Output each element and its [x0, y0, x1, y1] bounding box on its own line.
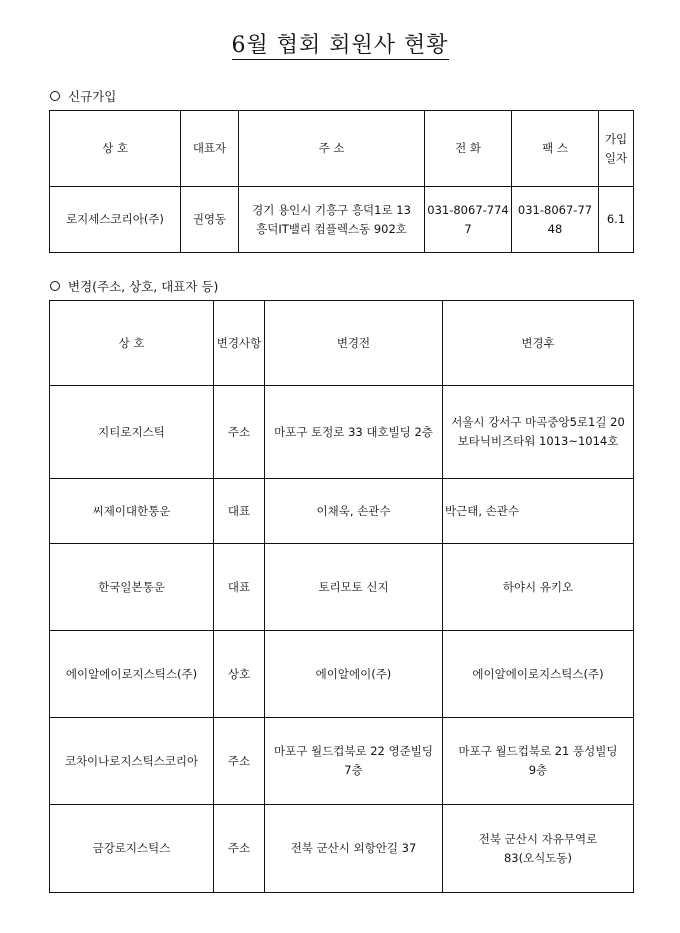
- header-cell: 전 화: [425, 111, 512, 187]
- table-row: [50, 479, 634, 544]
- table-cell: 지티로지스틱: [50, 386, 214, 479]
- section-changes: [50, 277, 218, 295]
- table-cell: 박근태, 손관수: [443, 479, 634, 544]
- table-cell: 금강로지스틱스: [50, 805, 214, 893]
- header-cell: 변경전: [265, 301, 443, 386]
- table-cell: 이채욱, 손관수: [265, 479, 443, 544]
- table-cell: 대표: [214, 479, 265, 544]
- section-heading: 변경(주소, 상호, 대표자 등): [68, 279, 219, 294]
- header-cell: 가입 일자: [599, 111, 634, 187]
- table-cell: 서울시 강서구 마곡중앙5로1길 20 보타닉비즈타워 1013~1014호: [443, 386, 634, 479]
- header-cell: 대표자: [181, 111, 239, 187]
- table-cell: 한국일본통운: [50, 544, 214, 631]
- header-cell: 상 호: [50, 111, 181, 187]
- circle-bullet-icon: [50, 91, 60, 101]
- table-row: [50, 544, 634, 631]
- table-cell: 주소: [214, 718, 265, 805]
- table-cell: 하야시 유키오: [443, 544, 634, 631]
- table-cell: 대표: [214, 544, 265, 631]
- table-row: [50, 631, 634, 718]
- table-header-row: [50, 111, 634, 187]
- table-cell: 031-8067-774 7: [425, 187, 512, 253]
- table-cell: 마포구 토정로 33 대호빌딩 2층: [265, 386, 443, 479]
- table-cell: 로지세스코리아(주): [50, 187, 181, 253]
- table-cell: 에이알에이로지스틱스(주): [50, 631, 214, 718]
- table-cell: 코차이나로지스틱스코리아: [50, 718, 214, 805]
- table-cell: 전북 군산시 외항안길 37: [265, 805, 443, 893]
- table-cell: 에이알에이(주): [265, 631, 443, 718]
- table-cell: 씨제이대한통운: [50, 479, 214, 544]
- header-cell: 변경후: [443, 301, 634, 386]
- section-new-members: [50, 87, 116, 105]
- table-cell: 에이알에이로지스틱스(주): [443, 631, 634, 718]
- table-cell: 031-8067-77 48: [512, 187, 599, 253]
- header-cell: 변경사항: [214, 301, 265, 386]
- header-cell: 주 소: [239, 111, 425, 187]
- table-cell: 주소: [214, 386, 265, 479]
- new-members-table: [49, 110, 634, 253]
- table-cell: 경기 용인시 기흥구 흥덕1로 13 흥덕IT밸리 컴플렉스동 902호: [239, 187, 425, 253]
- table-row: [50, 386, 634, 479]
- table-cell: 권영동: [181, 187, 239, 253]
- table-row: [50, 187, 634, 253]
- table-header-row: [50, 301, 634, 386]
- table-cell: 전북 군산시 자유무역로 83(오식도동): [443, 805, 634, 893]
- table-cell: 상호: [214, 631, 265, 718]
- header-cell: 팩 스: [512, 111, 599, 187]
- table-cell: 주소: [214, 805, 265, 893]
- table-cell: 6.1: [599, 187, 634, 253]
- page-title: 6월 협회 회원사 현황: [231, 33, 449, 58]
- table-row: [50, 805, 634, 893]
- table-cell: 마포구 월드컵북로 21 풍성빌딩 9층: [443, 718, 634, 805]
- table-cell: 토리모토 신지: [265, 544, 443, 631]
- changes-table: [49, 300, 634, 893]
- table-row: [50, 718, 634, 805]
- circle-bullet-icon: [50, 281, 60, 291]
- table-cell: 마포구 월드컵북로 22 영준빌딩 7층: [265, 718, 443, 805]
- header-cell: 상 호: [50, 301, 214, 386]
- section-heading: 신규가입: [68, 89, 117, 104]
